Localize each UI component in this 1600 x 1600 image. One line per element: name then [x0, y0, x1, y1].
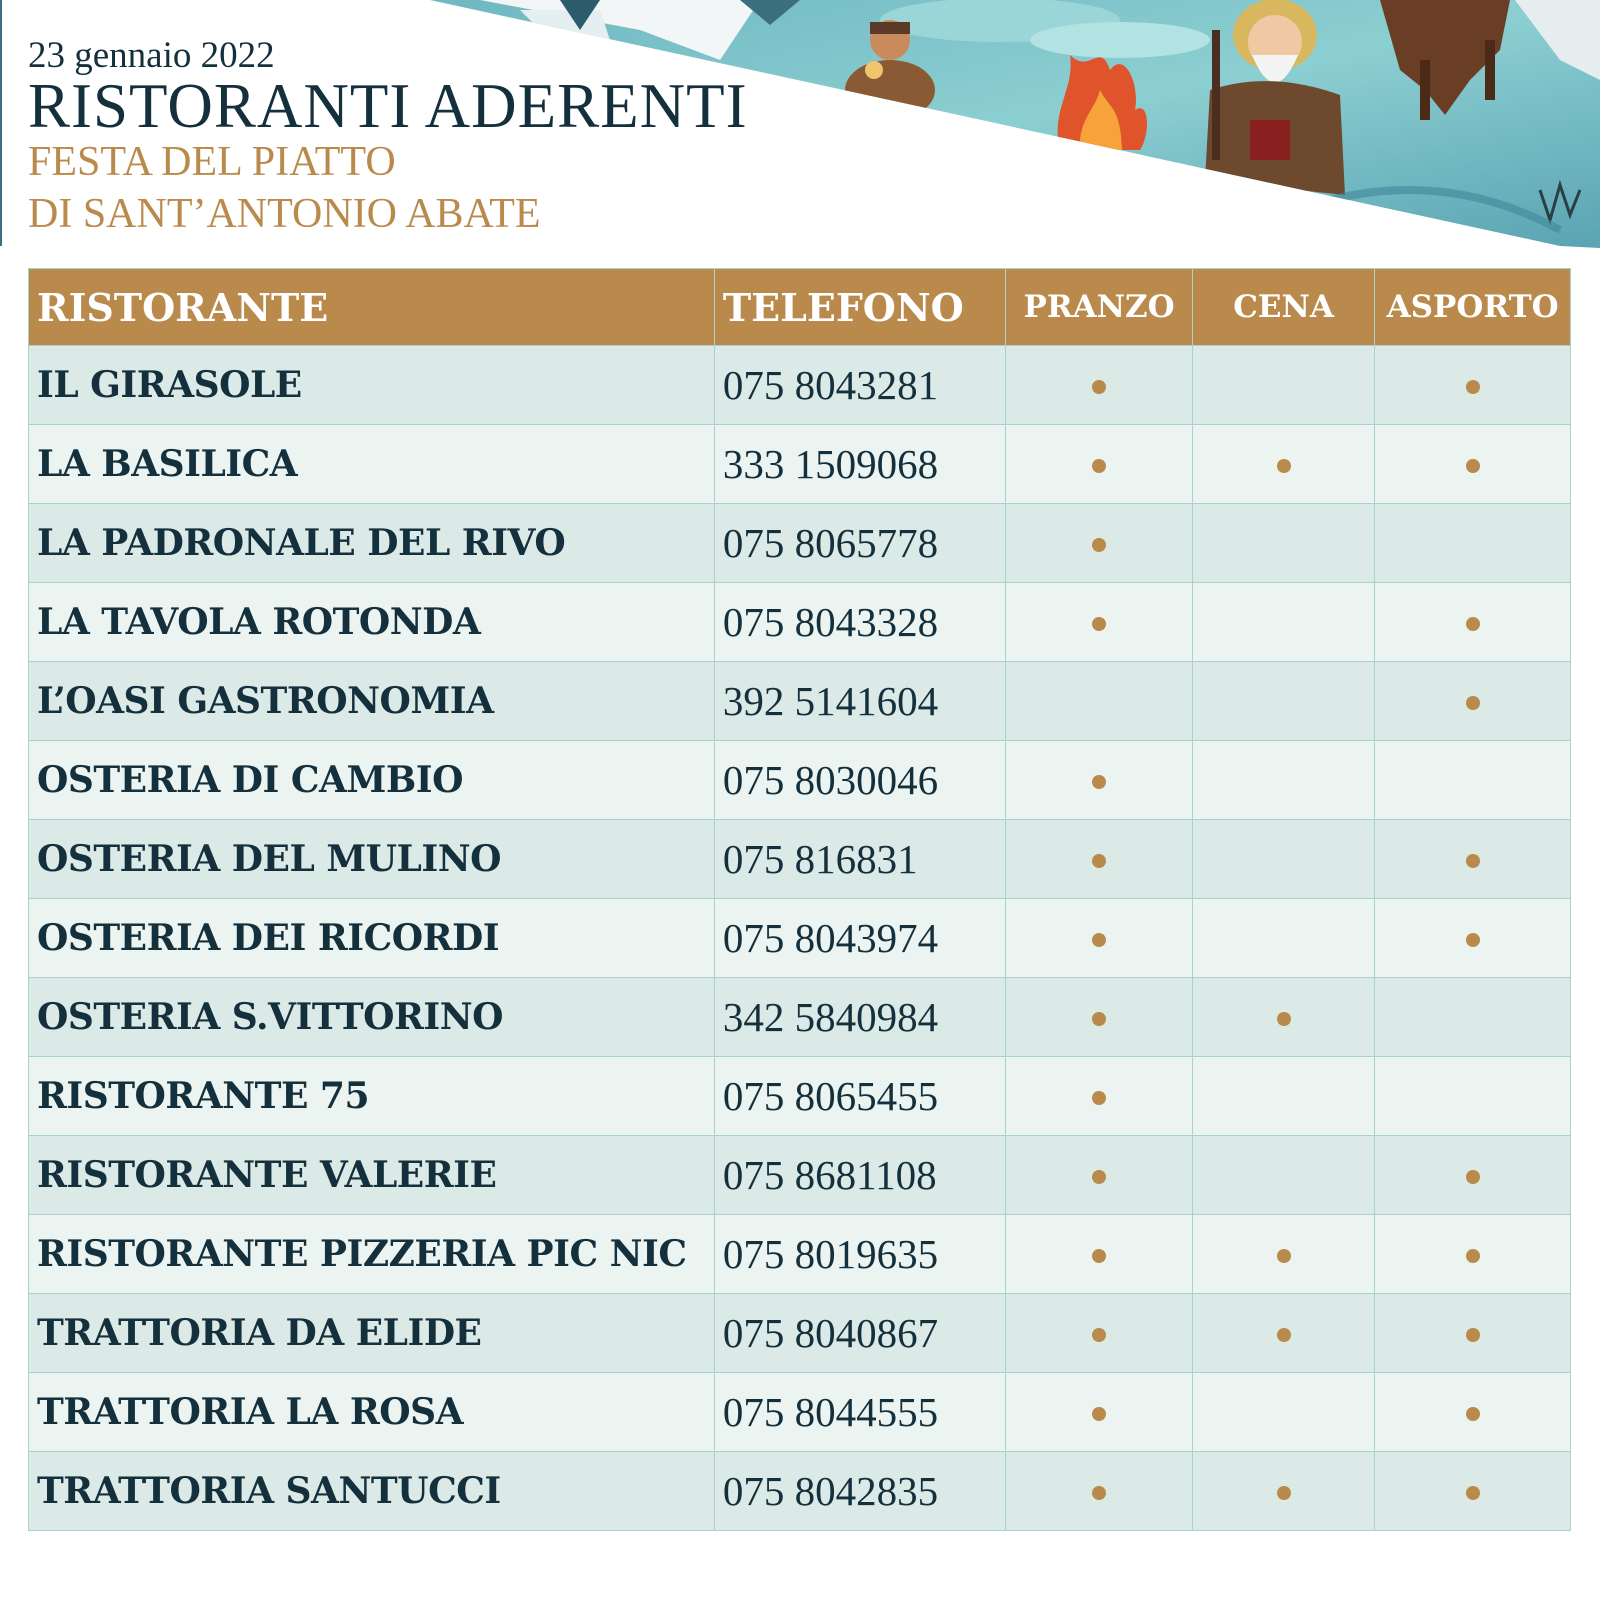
asporto-cell — [1375, 504, 1571, 583]
pranzo-available-dot-icon — [1092, 1012, 1106, 1026]
pranzo-cell — [1006, 583, 1193, 662]
pranzo-cell — [1006, 1057, 1193, 1136]
asporto-available-dot-icon — [1466, 1249, 1480, 1263]
cena-cell — [1192, 662, 1374, 741]
asporto-available-dot-icon — [1466, 696, 1480, 710]
subtitle-line1: FESTA DEL PIATTO — [28, 139, 396, 185]
column-header-asporto: ASPORTO — [1375, 269, 1571, 346]
cena-cell — [1192, 899, 1374, 978]
cena-cell — [1192, 1294, 1374, 1373]
table-row — [29, 346, 1571, 425]
asporto-cell — [1375, 1057, 1571, 1136]
table-row — [29, 978, 1571, 1057]
column-header-telefono: TELEFONO — [714, 269, 1005, 346]
restaurant-phone: 075 8043974 — [714, 899, 1005, 978]
cena-cell — [1192, 978, 1374, 1057]
pranzo-available-dot-icon — [1092, 1249, 1106, 1263]
restaurant-name: OSTERIA DEL MULINO — [29, 820, 715, 899]
cena-cell — [1192, 425, 1374, 504]
cena-cell — [1192, 741, 1374, 820]
restaurant-name: OSTERIA DI CAMBIO — [29, 741, 715, 820]
restaurant-phone: 075 816831 — [714, 820, 1005, 899]
asporto-cell — [1375, 899, 1571, 978]
table-row — [29, 899, 1571, 978]
restaurant-name: LA PADRONALE DEL RIVO — [29, 504, 715, 583]
asporto-cell — [1375, 1136, 1571, 1215]
page-title: RISTORANTI ADERENTI — [28, 71, 748, 141]
pranzo-available-dot-icon — [1092, 854, 1106, 868]
cena-available-dot-icon — [1277, 1012, 1291, 1026]
pranzo-available-dot-icon — [1092, 1170, 1106, 1184]
cena-cell — [1192, 1452, 1374, 1531]
subtitle-line2: DI SANT’ANTONIO ABATE — [28, 191, 541, 237]
pranzo-cell — [1006, 1452, 1193, 1531]
restaurant-name: OSTERIA DEI RICORDI — [29, 899, 715, 978]
table-row — [29, 820, 1571, 899]
column-header-pranzo: PRANZO — [1006, 269, 1193, 346]
pranzo-available-dot-icon — [1092, 1407, 1106, 1421]
asporto-cell — [1375, 662, 1571, 741]
cena-cell — [1192, 820, 1374, 899]
asporto-available-dot-icon — [1466, 1486, 1480, 1500]
table-row — [29, 741, 1571, 820]
table-row — [29, 583, 1571, 662]
restaurant-name: OSTERIA S.VITTORINO — [29, 978, 715, 1057]
restaurant-phone: 075 8044555 — [714, 1373, 1005, 1452]
cena-cell — [1192, 1373, 1374, 1452]
table-row — [29, 504, 1571, 583]
asporto-cell — [1375, 741, 1571, 820]
asporto-available-dot-icon — [1466, 1328, 1480, 1342]
pranzo-cell — [1006, 346, 1193, 425]
restaurant-name: TRATTORIA SANTUCCI — [29, 1452, 715, 1531]
table-row — [29, 1215, 1571, 1294]
pranzo-available-dot-icon — [1092, 775, 1106, 789]
table-row — [29, 1294, 1571, 1373]
cena-cell — [1192, 346, 1374, 425]
pranzo-cell — [1006, 1373, 1193, 1452]
restaurant-phone: 075 8019635 — [714, 1215, 1005, 1294]
cena-available-dot-icon — [1277, 1328, 1291, 1342]
restaurant-name: RISTORANTE PIZZERIA PIC NIC — [29, 1215, 715, 1294]
asporto-cell — [1375, 1294, 1571, 1373]
restaurant-name: TRATTORIA LA ROSA — [29, 1373, 715, 1452]
asporto-available-dot-icon — [1466, 1170, 1480, 1184]
asporto-available-dot-icon — [1466, 459, 1480, 473]
cena-cell — [1192, 1057, 1374, 1136]
pranzo-cell — [1006, 425, 1193, 504]
table-header-row — [29, 269, 1571, 346]
restaurant-phone: 075 8065455 — [714, 1057, 1005, 1136]
restaurant-phone: 075 8042835 — [714, 1452, 1005, 1531]
asporto-cell — [1375, 820, 1571, 899]
restaurant-name: LA TAVOLA ROTONDA — [29, 583, 715, 662]
cena-cell — [1192, 583, 1374, 662]
cena-available-dot-icon — [1277, 1486, 1291, 1500]
restaurants-table — [28, 268, 1571, 1531]
restaurant-name: LA BASILICA — [29, 425, 715, 504]
restaurant-phone: 075 8040867 — [714, 1294, 1005, 1373]
restaurant-name: RISTORANTE VALERIE — [29, 1136, 715, 1215]
table-row — [29, 1373, 1571, 1452]
asporto-available-dot-icon — [1466, 380, 1480, 394]
pranzo-available-dot-icon — [1092, 1486, 1106, 1500]
pranzo-cell — [1006, 899, 1193, 978]
restaurant-name: TRATTORIA DA ELIDE — [29, 1294, 715, 1373]
pranzo-available-dot-icon — [1092, 933, 1106, 947]
cena-cell — [1192, 1215, 1374, 1294]
pranzo-cell — [1006, 1136, 1193, 1215]
asporto-cell — [1375, 978, 1571, 1057]
restaurant-name: IL GIRASOLE — [29, 346, 715, 425]
pranzo-available-dot-icon — [1092, 459, 1106, 473]
table-row — [29, 1452, 1571, 1531]
asporto-available-dot-icon — [1466, 854, 1480, 868]
restaurant-name: RISTORANTE 75 — [29, 1057, 715, 1136]
asporto-available-dot-icon — [1466, 1407, 1480, 1421]
asporto-cell — [1375, 1373, 1571, 1452]
cena-cell — [1192, 504, 1374, 583]
column-header-cena: CENA — [1192, 269, 1374, 346]
restaurant-phone: 075 8065778 — [714, 504, 1005, 583]
asporto-available-dot-icon — [1466, 617, 1480, 631]
header — [28, 36, 748, 240]
restaurant-phone: 075 8681108 — [714, 1136, 1005, 1215]
cena-available-dot-icon — [1277, 1249, 1291, 1263]
pranzo-available-dot-icon — [1092, 1328, 1106, 1342]
restaurant-phone: 333 1509068 — [714, 425, 1005, 504]
pranzo-cell — [1006, 662, 1193, 741]
pranzo-available-dot-icon — [1092, 380, 1106, 394]
asporto-cell — [1375, 425, 1571, 504]
restaurant-phone: 342 5840984 — [714, 978, 1005, 1057]
table-row — [29, 662, 1571, 741]
table-row — [29, 425, 1571, 504]
asporto-available-dot-icon — [1466, 933, 1480, 947]
column-header-ristorante: RISTORANTE — [29, 269, 715, 346]
table-body — [29, 346, 1571, 1531]
pranzo-cell — [1006, 1294, 1193, 1373]
pranzo-cell — [1006, 504, 1193, 583]
pranzo-cell — [1006, 820, 1193, 899]
table-row — [29, 1057, 1571, 1136]
cena-available-dot-icon — [1277, 459, 1291, 473]
pranzo-cell — [1006, 741, 1193, 820]
event-date: 23 gennaio 2022 — [28, 35, 275, 76]
restaurant-phone: 075 8030046 — [714, 741, 1005, 820]
asporto-cell — [1375, 346, 1571, 425]
restaurant-phone: 075 8043281 — [714, 346, 1005, 425]
cena-cell — [1192, 1136, 1374, 1215]
pranzo-available-dot-icon — [1092, 617, 1106, 631]
asporto-cell — [1375, 1215, 1571, 1294]
pranzo-available-dot-icon — [1092, 538, 1106, 552]
table-row — [29, 1136, 1571, 1215]
pranzo-cell — [1006, 1215, 1193, 1294]
asporto-cell — [1375, 1452, 1571, 1531]
asporto-cell — [1375, 583, 1571, 662]
pranzo-cell — [1006, 978, 1193, 1057]
restaurant-phone: 075 8043328 — [714, 583, 1005, 662]
pranzo-available-dot-icon — [1092, 1091, 1106, 1105]
restaurant-phone: 392 5141604 — [714, 662, 1005, 741]
restaurant-name: L’OASI GASTRONOMIA — [29, 662, 715, 741]
